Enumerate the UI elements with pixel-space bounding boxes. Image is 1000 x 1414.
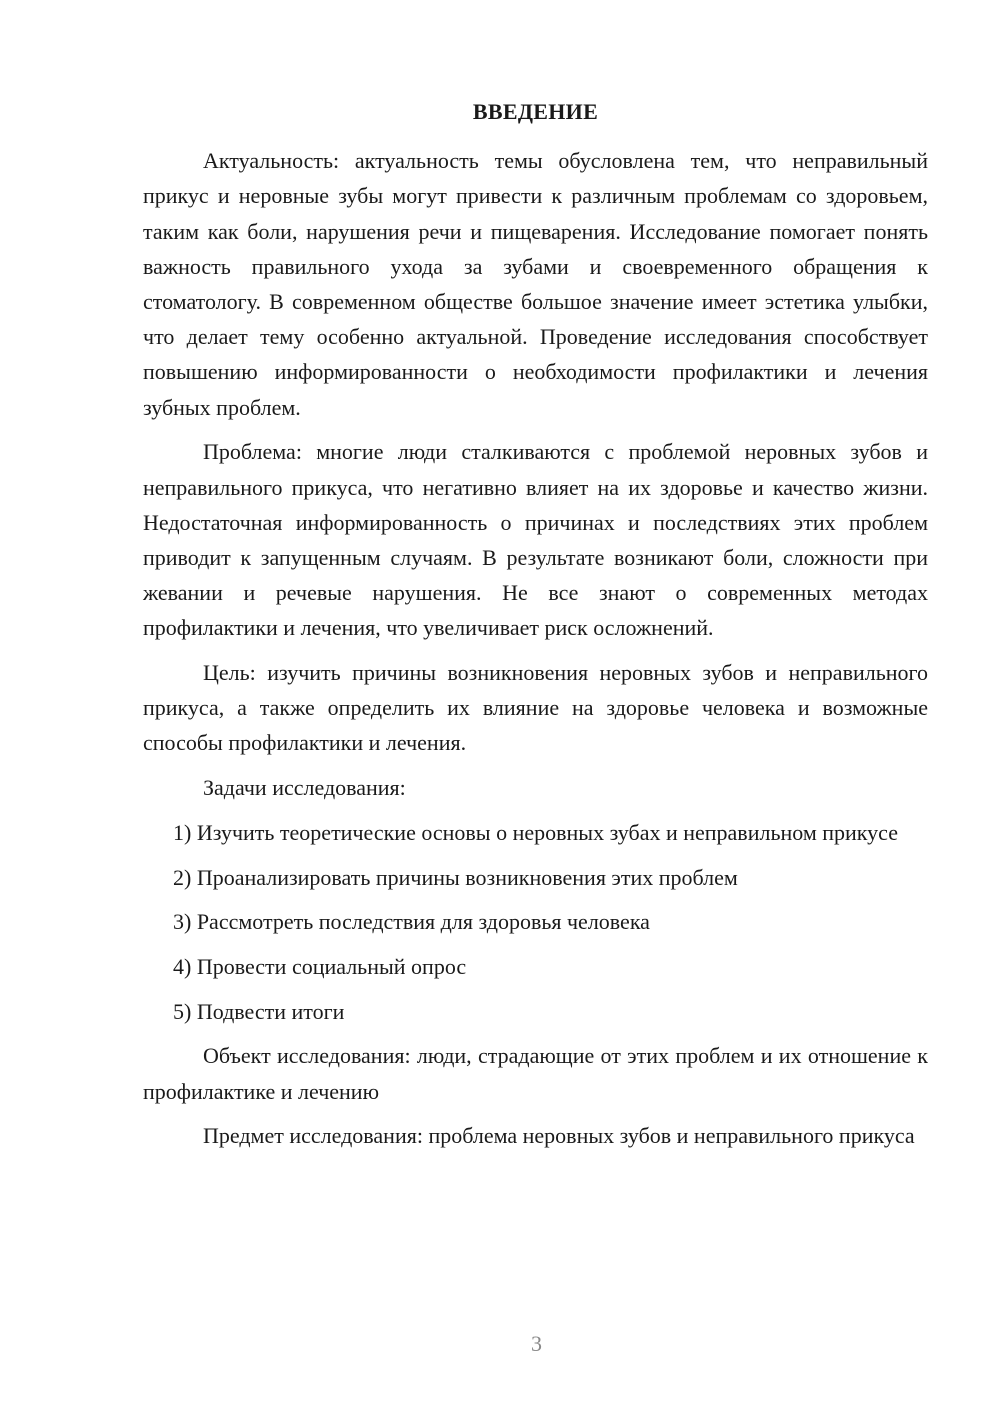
section-title: ВВЕДЕНИЕ [472, 99, 599, 124]
page-number: 3 [531, 1331, 542, 1356]
task-item: 3) Рассмотреть последствия для здоровья человека [173, 909, 650, 935]
tasks-heading: Задачи исследования: [203, 775, 406, 801]
subject-paragraph: Предмет исследования: проблема неровных зубов и неправильного прикуса [203, 1123, 915, 1149]
object-paragraph: Объект исследования: люди, страдающие от этих проблем и их отношение к профилактике и лечению [143, 1043, 928, 1104]
document-page [143, 94, 928, 1163]
task-item: 1) Изучить теоретические основы о неровных зубах и неправильном прикусе [173, 819, 898, 845]
task-item: 5) Подвести итоги [173, 998, 345, 1024]
task-item: 2) Проанализировать причины возникновения этих проблем [173, 864, 738, 890]
problem-paragraph: Проблема: многие люди сталкиваются с проблемой неровных зубов и неправильного прикуса, что негативно влияет на их здоровье и качество жизни. Недостаточная информированность о причинах и последствиях этих проблем приводит к запущенным случаям. В результате возникают боли, сложности при жевании и речевые нарушения. Не все знают о современных методах профилактики и лечения, что увеличивает риск осложнений. [143, 439, 928, 641]
goal-paragraph: Цель: изучить причины возникновения неровных зубов и неправильного прикуса, а также определить их влияние на здоровье человека и возможные способы профилактики и лечения. [143, 660, 928, 756]
task-item: 4) Провести социальный опрос [173, 953, 467, 979]
relevance-paragraph: Актуальность: актуальность темы обусловлена тем, что неправильный прикус и неровные зубы могут привести к различным проблемам со здоровьем, таким как боли, нарушения речи и пищеварения. Исследование помогает понять важность правильного ухода за зубами и своевременного обращения к стоматологу. В современном обществе большое значение имеет эстетика улыбки, что делает тему особенно актуальной. Проведение исследования способствует повышению информированности о необходимости профилактики и лечения зубных проблем. [143, 148, 928, 420]
